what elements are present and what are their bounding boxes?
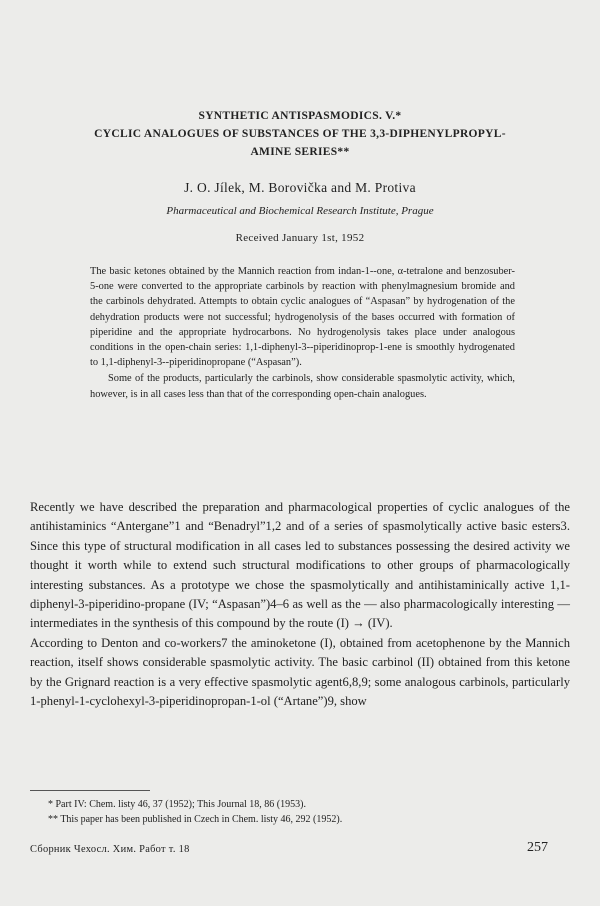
footnote-2: ** This paper has been published in Czech in Chem. listy 46, 292 (1952). (48, 814, 343, 825)
article-title (30, 107, 570, 161)
running-title: Сборник Чехосл. Хим. Работ т. 18 (30, 844, 190, 855)
institution: Pharmaceutical and Biochemical Research Institute, Prague (166, 205, 434, 217)
received-date: Received January 1st, 1952 (235, 232, 365, 244)
footnote-rule (30, 790, 150, 791)
page-number: 257 (527, 840, 548, 855)
footnotes (48, 797, 568, 827)
title-line-3: AMINE SERIES** (250, 146, 350, 158)
title-line-2: CYCLIC ANALOGUES OF SUBSTANCES OF THE 3,3-DIPHENYLPROPYL- (94, 128, 506, 140)
footnote-1: * Part IV: Chem. listy 46, 37 (1952); This Journal 18, 86 (1953). (48, 799, 306, 810)
authors: J. O. Jílek, M. Borovička and M. Protiva (184, 180, 416, 195)
body-paragraph-2: According to Denton and co-workers7 the aminoketone (I), obtained from acetophenone by the Mannich reaction, itself shows considerable spasmolytic activity. The basic carbinol (II) obtained from this ketone by the Grignard reaction is a very effective spasmolytic agent6,8,9; some analogous carbinols, particularly 1-phenyl-1-cyclohexyl-3-piperidinopropan-1-ol (“Artane”)9, show (30, 635, 570, 709)
body-paragraph-1: Recently we have described the preparation and pharmacological properties of cyclic analogues of the antihistaminics “Antergane”1 and “Benadryl”1,2 and of a series of spasmolytically active basic esters3. Since this type of structural modification in all cases led to substances possessing the desired activity we thought it worth while to extend such structural modifications to other groups of pharmacologically interesting substances. As a prototype we chose the spasmolytically and antihistaminically active 1,1-diphenyl-3-piperidino-propane (IV; “Aspasan”)4–6 as well as the — also pharmacologically interesting — intermediates in the synthesis of this compound by the route (I) → (IV). (30, 500, 570, 631)
body-text (30, 498, 570, 711)
title-line-1: SYNTHETIC ANTISPASMODICS. V.* (198, 110, 402, 122)
abstract-paragraph-1: The basic ketones obtained by the Mannich reaction from indan-1--one, α-tetralone and benzosuber-5-one were converted to the appropriate carbinols by reaction with phenylmagnesium bromide and the carbinols dehydrated. Attempts to obtain cyclic analogues of “Aspasan” by hydrogenation of the dehydration products were not successful; hydrogenolysis of the bases occurred with formation of piperidine and the appropriate hydrocarbons. No hydrogenolysis takes place under analogous conditions in the open-chain series: 1,1-diphenyl-3--piperidinoprop-1-ene is smoothly hydrogenated to 1,1-diphenyl-3--piperidinopropane (“Aspasan”). (90, 266, 515, 369)
abstract-paragraph-2: Some of the products, particularly the carbinols, show considerable spasmolytic activity, which, however, is in all cases less than that of the corresponding open-chain analogues. (90, 373, 515, 400)
abstract (90, 264, 515, 402)
